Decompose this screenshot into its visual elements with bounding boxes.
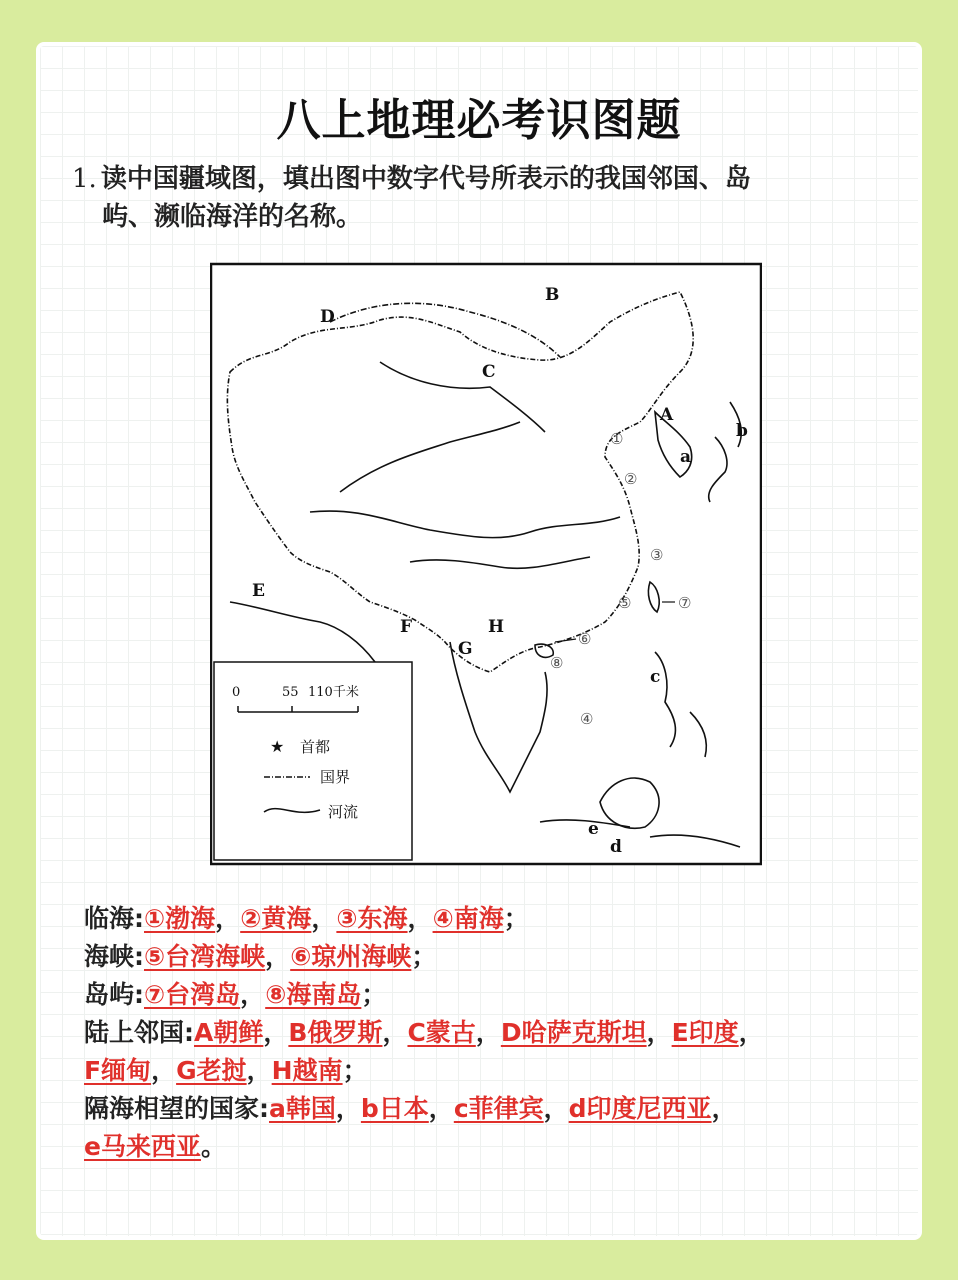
map-number-8: ⑧ xyxy=(550,654,564,672)
answer-label: 临海: xyxy=(84,904,144,933)
map-label-a: a xyxy=(680,447,692,467)
map-label-E: E xyxy=(252,581,265,601)
map-number-2: ② xyxy=(624,470,638,488)
answer-item: ⑦台湾岛 xyxy=(144,980,241,1009)
map-number-4: ④ xyxy=(580,710,594,728)
answer-separator: ， xyxy=(428,1094,454,1123)
answer-item: ⑤台湾海峡 xyxy=(144,942,266,971)
answer-label: 岛屿: xyxy=(84,980,144,1009)
question-line-2: 屿、濒临海洋的名称。 xyxy=(102,202,363,232)
legend-scale-55: 55 xyxy=(282,685,299,700)
legend-capital-label: 首都 xyxy=(300,738,331,756)
answer-item: H越南 xyxy=(271,1056,343,1085)
answer-separator: ， xyxy=(711,1094,737,1123)
answer-item: c菲律宾 xyxy=(453,1094,544,1123)
answer-item: C蒙古 xyxy=(407,1018,476,1047)
map-number-5: ⑤ xyxy=(618,594,632,612)
question-line-1: 读中国疆域图，填出图中数字代号所表示的我国邻国、岛 xyxy=(100,164,751,194)
legend-river-label: 河流 xyxy=(328,803,359,821)
answer-separator: ， xyxy=(215,904,241,933)
answer-item: ④南海 xyxy=(432,904,504,933)
answer-row-seas xyxy=(84,900,904,938)
answer-separator: ， xyxy=(335,1094,361,1123)
answer-item: ⑥琼州海峡 xyxy=(290,942,412,971)
answer-row-sea-neighbors-1 xyxy=(84,1090,904,1128)
answer-item: d印度尼西亚 xyxy=(568,1094,712,1123)
answer-item: ③东海 xyxy=(336,904,408,933)
answer-row-straits xyxy=(84,938,904,976)
answer-row-islands xyxy=(84,976,904,1014)
map-label-H: H xyxy=(488,617,505,637)
map-label-B: B xyxy=(545,285,560,305)
answer-separator: ， xyxy=(246,1056,272,1085)
answer-separator: ， xyxy=(407,904,433,933)
answer-item: E印度 xyxy=(671,1018,739,1047)
answer-item: e马来西亚 xyxy=(84,1132,201,1161)
map-label-A: A xyxy=(660,405,674,425)
map-label-F: F xyxy=(400,617,413,637)
map-label-G: G xyxy=(458,639,473,659)
answer-separator: ， xyxy=(738,1018,764,1047)
answer-separator: ， xyxy=(311,904,337,933)
map-number-1: ① xyxy=(610,430,624,448)
question-text xyxy=(72,160,862,236)
answer-item: B俄罗斯 xyxy=(288,1018,383,1047)
map-label-d: d xyxy=(610,837,622,857)
answer-separator: ； xyxy=(503,904,529,933)
answer-label: 隔海相望的国家: xyxy=(84,1094,269,1123)
answer-separator: ， xyxy=(382,1018,408,1047)
map-label-D: D xyxy=(320,307,335,327)
answer-label: 海峡: xyxy=(84,942,144,971)
answer-item: ⑧海南岛 xyxy=(265,980,362,1009)
answer-separator: ， xyxy=(263,1018,289,1047)
legend-scale-0: 0 xyxy=(232,685,241,700)
answer-separator: 。 xyxy=(200,1132,226,1161)
answer-row-land-neighbors-1 xyxy=(84,1014,904,1052)
question-number: 1. xyxy=(72,164,97,194)
china-territory-map xyxy=(210,262,762,866)
answer-item: ①渤海 xyxy=(144,904,216,933)
answer-item: F缅甸 xyxy=(84,1056,152,1085)
map-number-6: ⑥ xyxy=(578,630,592,648)
map-label-C: C xyxy=(482,362,496,382)
answer-separator: ， xyxy=(543,1094,569,1123)
answer-item: D哈萨克斯坦 xyxy=(500,1018,647,1047)
answer-separator: ， xyxy=(151,1056,177,1085)
answers-block xyxy=(84,900,904,1166)
answer-separator: ， xyxy=(240,980,266,1009)
page-title: 八上地理必考识图题 xyxy=(276,95,682,146)
answer-item: A朝鲜 xyxy=(194,1018,264,1047)
answer-separator: ； xyxy=(342,1056,368,1085)
map-label-e: e xyxy=(588,819,599,839)
answer-separator: ， xyxy=(265,942,291,971)
answer-row-sea-neighbors-2 xyxy=(84,1128,904,1166)
legend-border-label: 国界 xyxy=(320,768,351,786)
legend-scale-110: 110千米 xyxy=(308,685,359,700)
map-number-3: ③ xyxy=(650,546,664,564)
answer-item: G老挝 xyxy=(176,1056,247,1085)
answer-row-land-neighbors-2 xyxy=(84,1052,904,1090)
map-label-c: c xyxy=(650,667,661,687)
answer-separator: ； xyxy=(361,980,387,1009)
legend-capital-star-icon: ★ xyxy=(270,737,285,756)
answer-separator: ， xyxy=(646,1018,672,1047)
answer-item: ②黄海 xyxy=(240,904,312,933)
map-number-7: ⑦ xyxy=(678,594,692,612)
map-label-b: b xyxy=(736,421,748,441)
answer-item: a韩国 xyxy=(269,1094,336,1123)
answer-separator: ， xyxy=(475,1018,501,1047)
answer-label: 陆上邻国: xyxy=(84,1018,194,1047)
answer-separator: ； xyxy=(411,942,437,971)
answer-item: b日本 xyxy=(360,1094,429,1123)
